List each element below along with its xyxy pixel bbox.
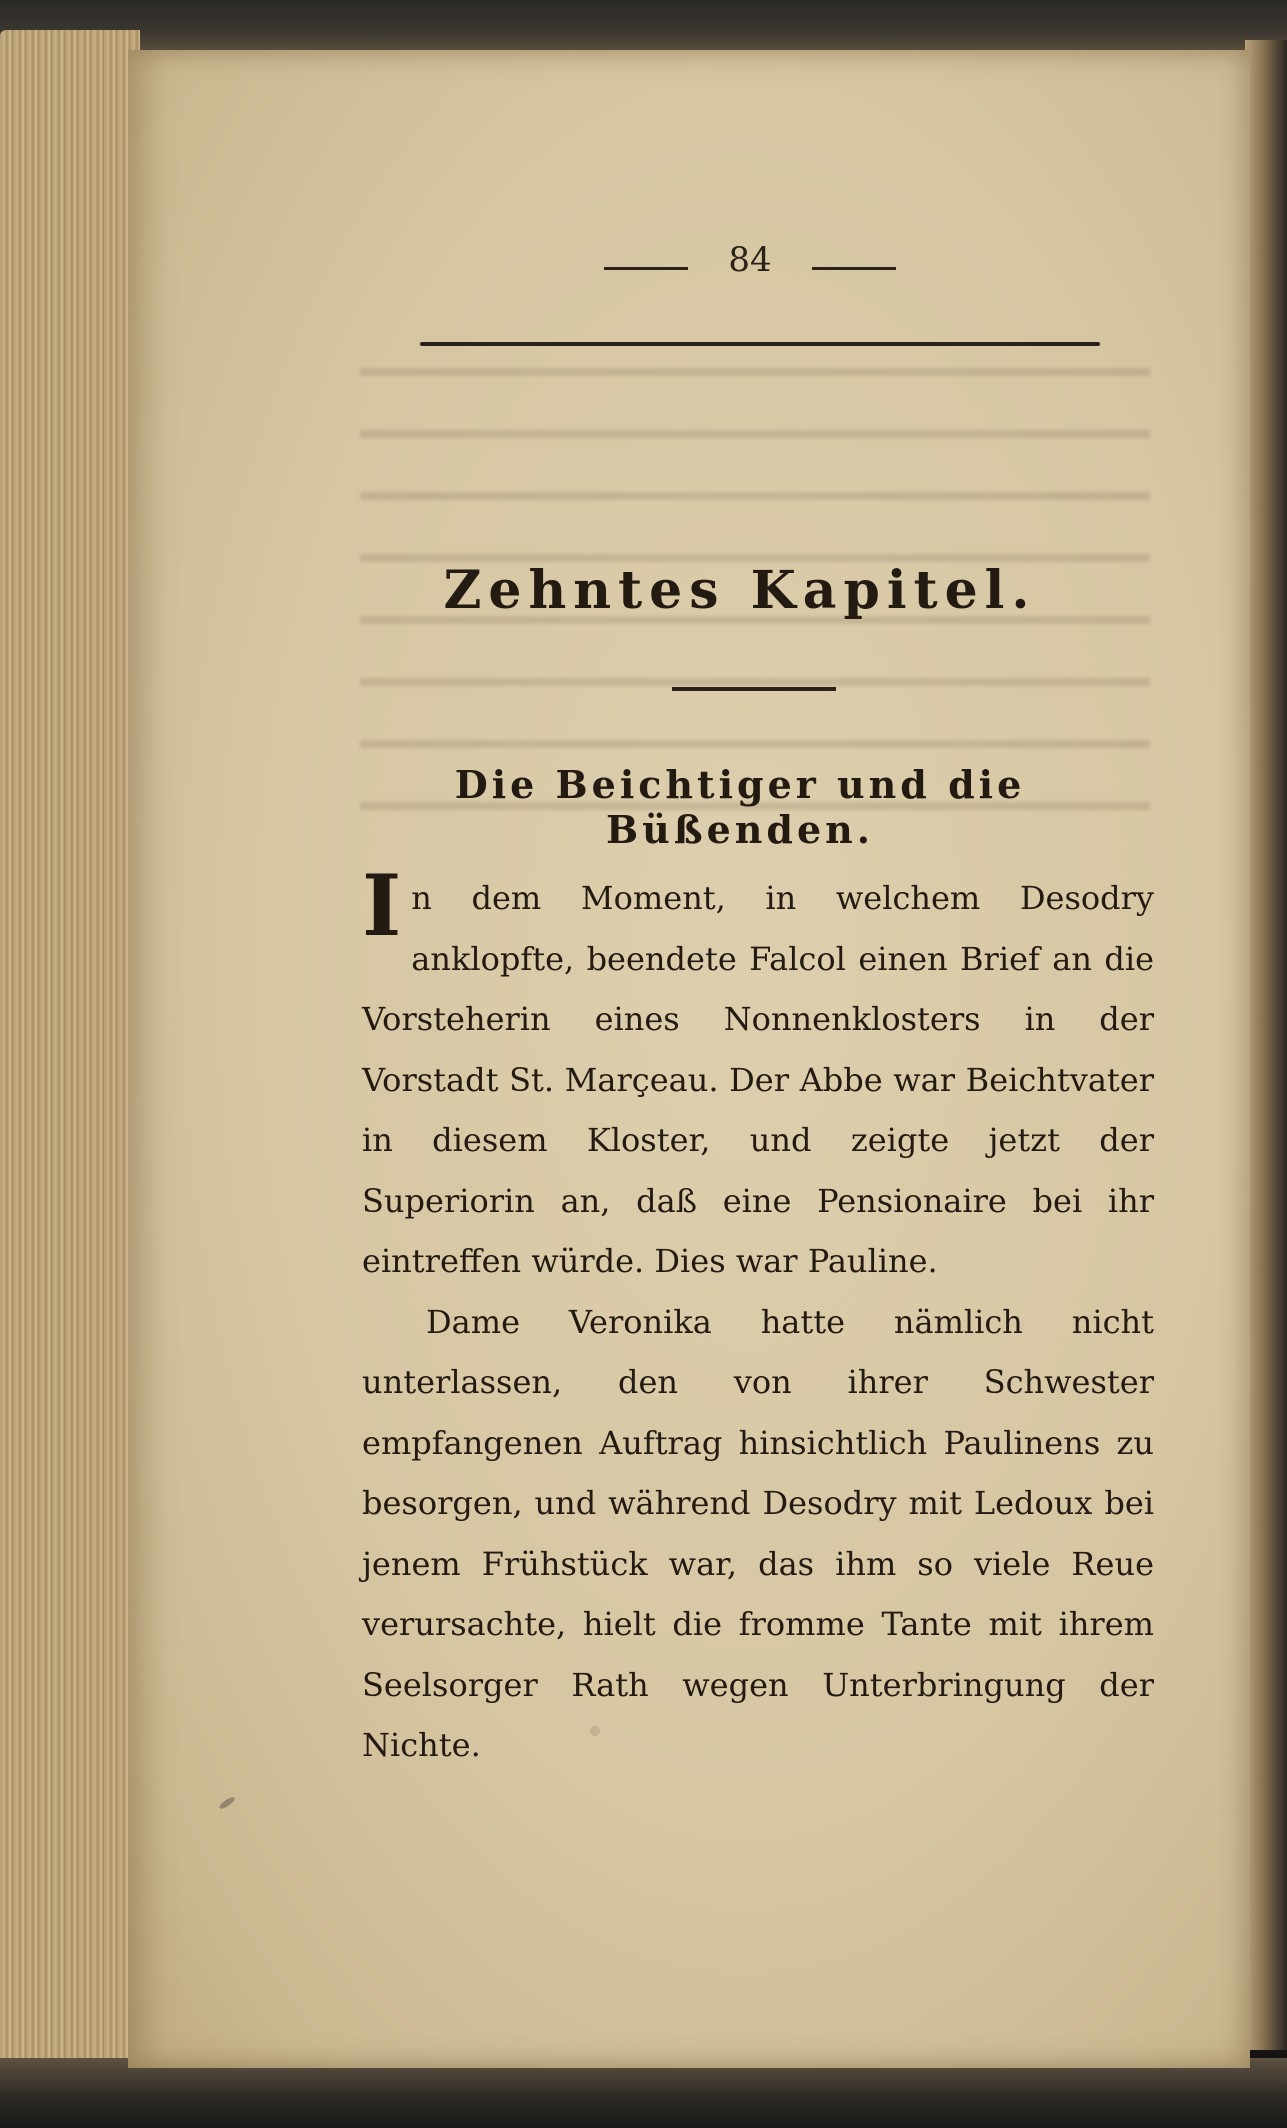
header-rule xyxy=(420,342,1100,346)
drop-cap: I xyxy=(362,856,402,955)
book-right-edge xyxy=(1245,40,1287,2050)
chapter-title: Zehntes Kapitel. xyxy=(443,560,1037,621)
page-stain xyxy=(590,1726,600,1736)
book-bottom-edge xyxy=(0,2058,1287,2128)
page-number: 84 xyxy=(728,240,772,280)
page-header xyxy=(600,240,900,290)
paragraph-2-text: Dame Veronika hatte nämlich nicht unterlassen, den von ihrer Schwester empfangenen Auftrag hinsichtlich Paulinens zu besorgen, und während Desodry mit Ledoux bei jenem Frühstück war, das ihm so viele Reue verursachte, hielt die fromme Tante mit ihrem Seelsorger Rath wegen Unterbringung der Nichte. xyxy=(362,1302,1154,1764)
chapter-subtitle: Die Beichtiger und die Büßenden. xyxy=(454,762,1026,852)
page-number-dash-right xyxy=(812,267,896,270)
page-number-dash-left xyxy=(604,267,688,270)
book-top-edge xyxy=(0,0,1287,52)
paragraph-1 xyxy=(362,856,1154,1292)
page-edges xyxy=(0,30,140,2070)
chapter-rule xyxy=(672,687,836,691)
paragraph-2 xyxy=(362,1292,1154,1776)
paragraph-1-text: n dem Moment, in welchem Desodry anklopfte, beendete Falcol einen Brief an die Vorsteherin eines Nonnenklosters in der Vorstadt St. Marçeau. Der Abbe war Beichtvater in diesem Kloster, und zeigte jetzt der Superiorin an, daß eine Pensionaire bei ihr eintreffen würde. Dies war Pauline. xyxy=(362,879,1154,1280)
body-text xyxy=(362,856,1154,1776)
